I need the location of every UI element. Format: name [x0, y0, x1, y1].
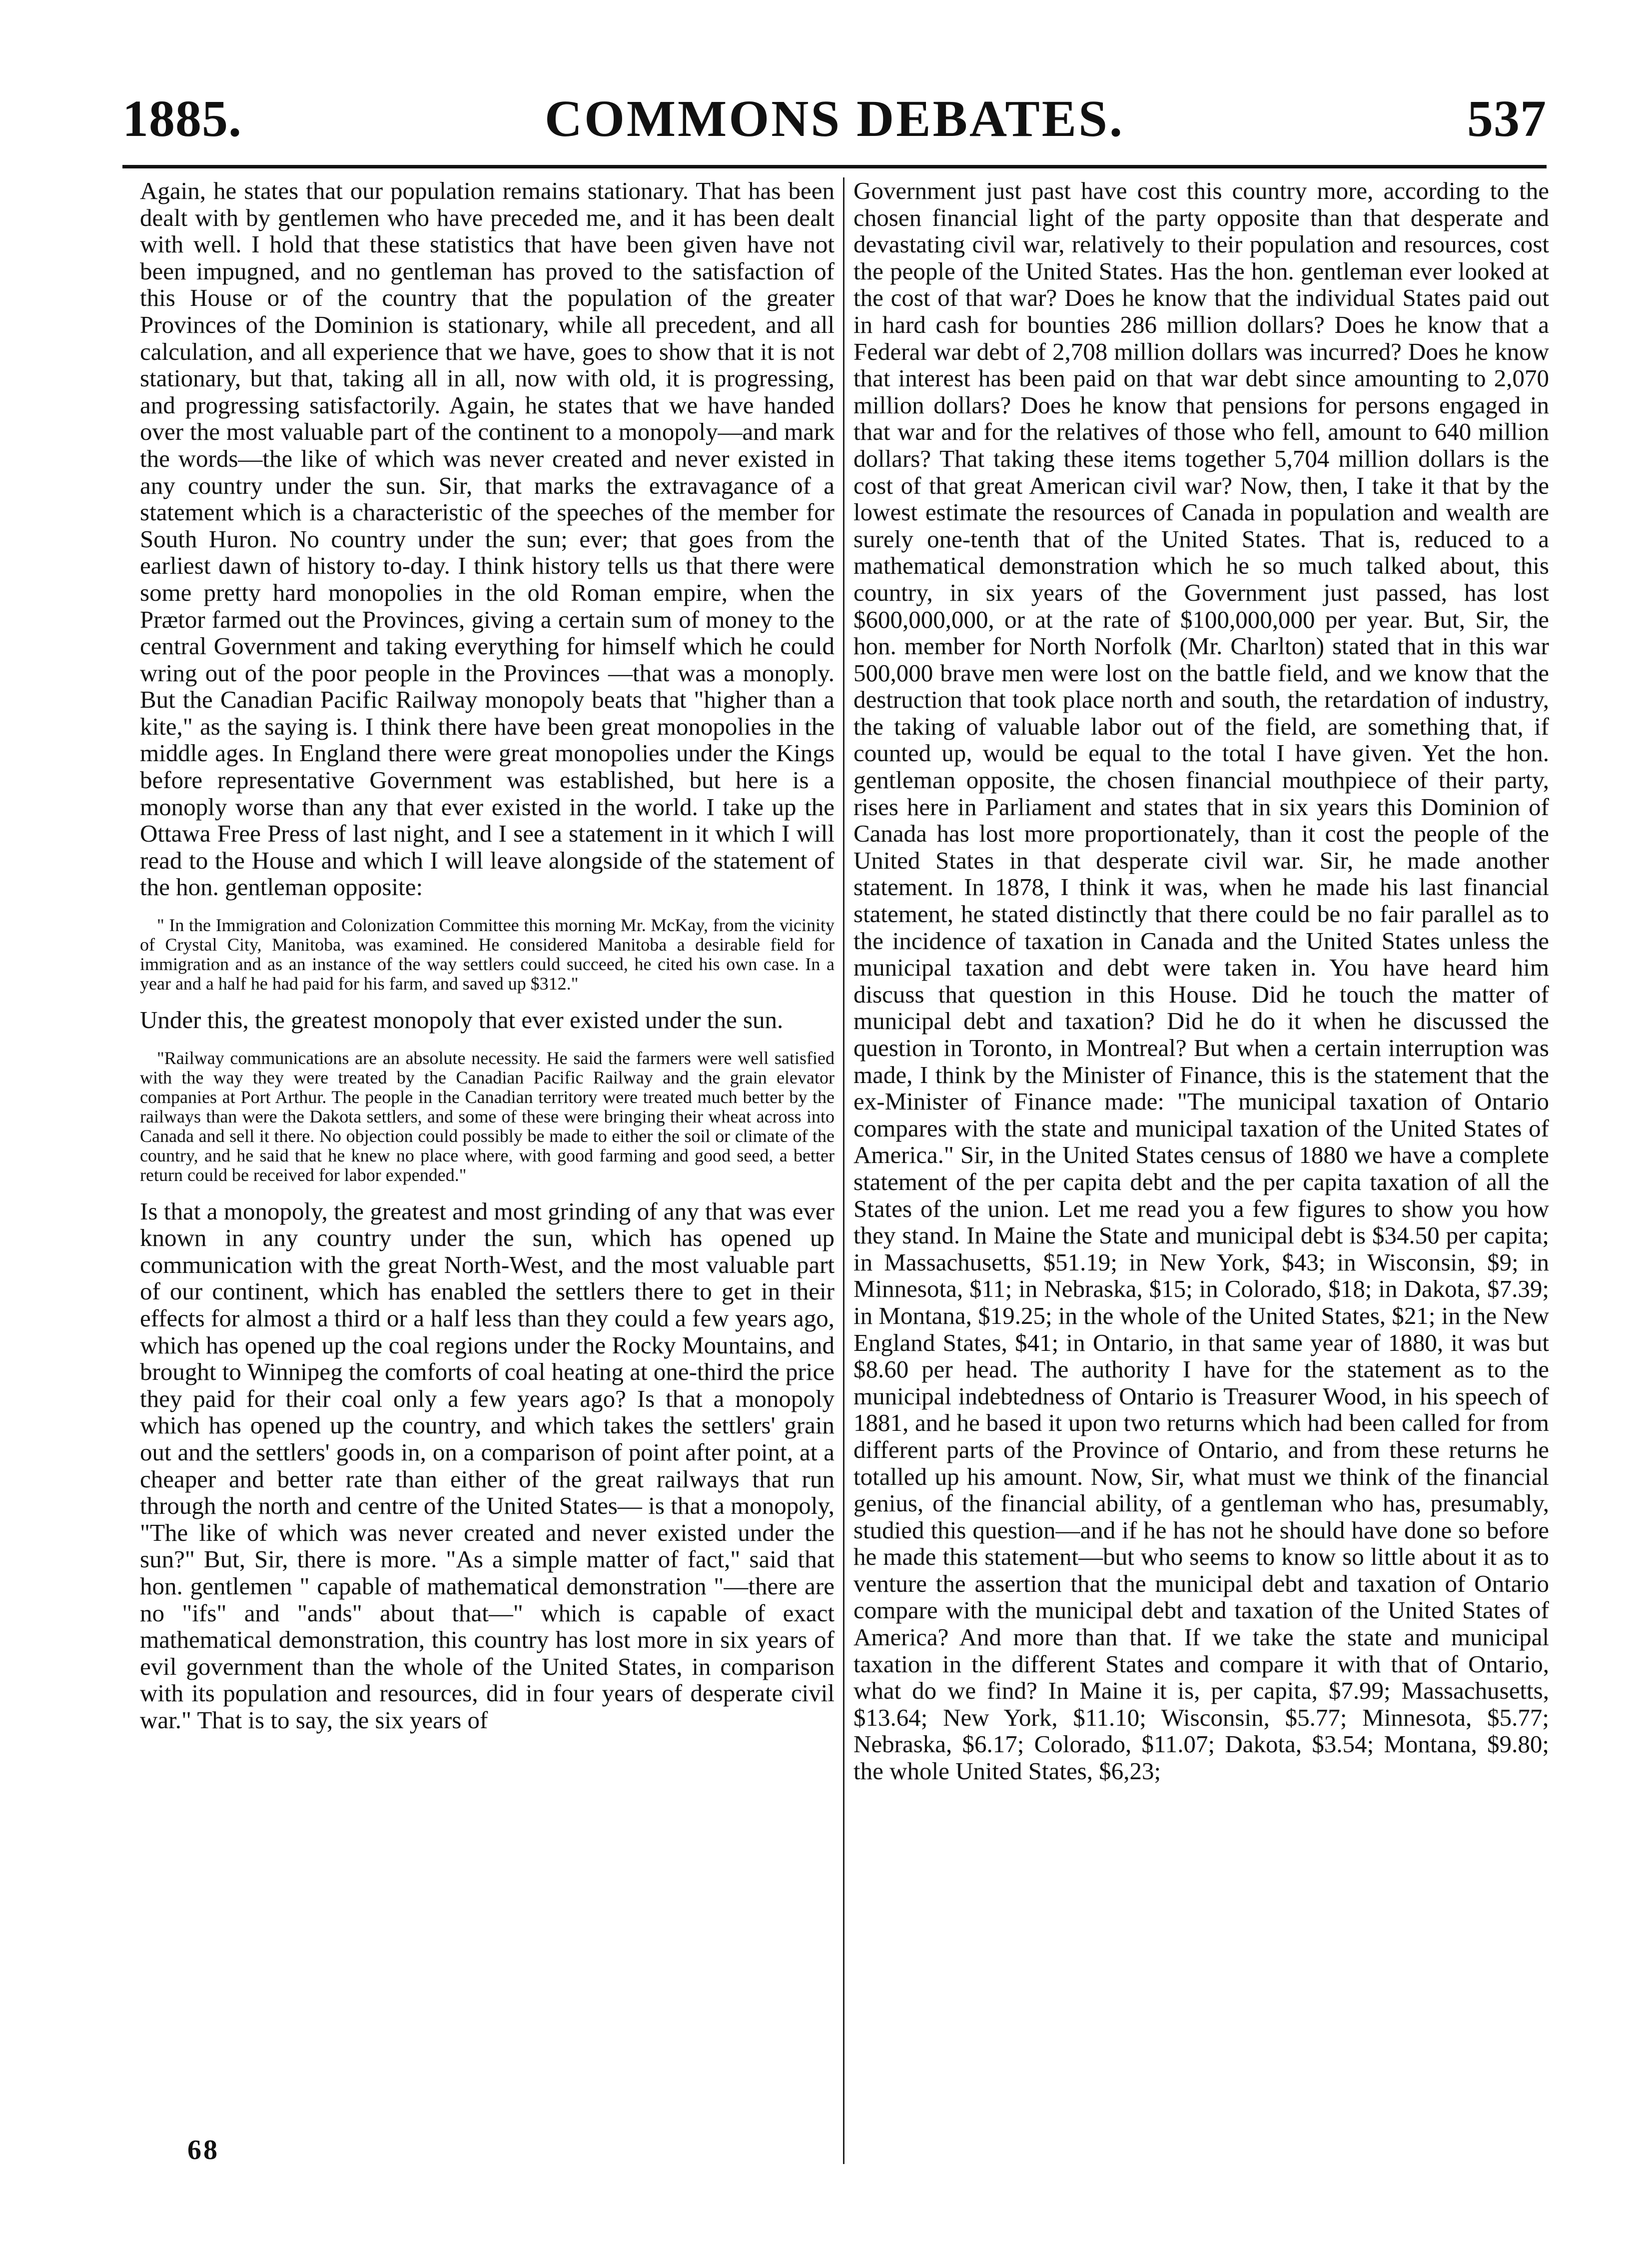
header-page-number: 537 — [1467, 90, 1547, 147]
left-paragraph-3: Is that a monopoly, the greatest and most grinding of any that was ever known in any country under the sun, which has opened up communication with the great North-West, and the most valuable part of our continent, which has enabled the settlers there to get in their effects for almost a third or a half less than they could a few years ago, which has opened up the coal regions under the Rocky Mountains, and brought to Winnipeg the comforts of coal heating at one-third the price they paid for their coal only a few years ago? Is that a monopoly which has opened up the country, and which takes the settlers' grain out and the settlers' goods in, on a comparison of point after point, at a cheaper and better rate than either of the great railways that run through the north and centre of the United States— is that a monopoly, "The like of which was never created and never existed under the sun?" But, Sir, there is more. "As a simple matter of fact," said that hon. gentlemen " capable of mathematical demonstration "—there are no "ifs" and "ands" about that—" which is capable of exact mathematical demonstration, this country has lost more in six years of evil government than the whole of the United States, in comparison with its population and resources, did in four years of desperate civil war." That is to say, the six years of — [140, 1197, 834, 1734]
header-title: COMMONS DEBATES. — [545, 90, 1124, 147]
left-paragraph-1: Again, he states that our population remains stationary. That has been dealt with by gentlemen who have preceded me, and it has been dealt with well. I hold that these statistics that have been given have not been impugned, and no gentleman has proved to the satisfaction of this House or of the country that the population of the greater Provinces of the Dominion is stationary, while all precedent, and all calculation, and all experience that we have, goes to show that it is not stationary, but that, taking all in all, now with old, it is progressing, and progressing satisfactorily. Again, he states that we have handed over the most valuable part of the continent to a monopoly—and mark the words—the like of which was never created and never existed in any country under the sun. Sir, that marks the extravagance of a statement which is a characteristic of the speeches of the member for South Huron. No country under the sun; ever; that goes from the earliest dawn of history to-day. I think history tells us that there were some pretty hard monopolies in the old Roman empire, when the Prætor farmed out the Provinces, giving a certain sum of money to the central Government and taking everything for himself which he could wring out of the poor people in the Provinces —that was a monoply. But the Canadian Pacific Railway monopoly beats that "higher than a kite," as the saying is. I think there have been great monopolies in the middle ages. In England there were great monopolies under the Kings before representative Government was established, but here is a monoply worse than any that ever existed in the world. I take up the Ottawa Free Press of last night, and I see a statement in it which I will read to the House and which I will leave alongside of the statement of the hon. gentleman opposite: — [140, 177, 834, 901]
page-header — [122, 84, 1547, 159]
column-divider — [843, 177, 844, 2164]
signature-mark: 68 — [187, 2135, 219, 2166]
right-column — [853, 177, 1549, 1785]
header-rule — [122, 165, 1547, 168]
left-column — [140, 177, 834, 1734]
header-year: 1885. — [122, 90, 242, 147]
left-quote-2: "Railway communications are an absolute necessity. He said the farmers were well satisfied with the way they were treated by the Canadian Pacific Railway and the grain elevator companies at Port Arthur. The people in the Canadian territory were treated much better by the railways than were the Dakota settlers, and some of these were bringing their wheat across into Canada and sell it there. No objection could possibly be made to either the soil or climate of the country, and he said that he knew no place where, with good farming and good seed, a better return could be received for labor expended." — [140, 1048, 834, 1185]
right-paragraph-1: Government just past have cost this country more, according to the chosen financial light of the party opposite than that desperate and devastating civil war, relatively to their population and resources, cost the people of the United States. Has the hon. gentleman ever looked at the cost of that war? Does he know that the individual States paid out in hard cash for bounties 286 million dollars? Does he know that a Federal war debt of 2,708 million dollars was incurred? Does he know that interest has been paid on that war debt since amounting to 2,070 million dollars? Does he know that pensions for persons engaged in that war and for the relatives of those who fell, amount to 640 million dollars? That taking these items together 5,704 million dollars is the cost of that great American civil war? Now, then, I take it that by the lowest estimate the resources of Canada in population and wealth are surely one-tenth that of the United States. That is, reduced to a mathematical demonstration which he so much talked about, this country, in six years of the Government just passed, has lost $600,000,000, or at the rate of $100,000,000 per year. But, Sir, the hon. member for North Norfolk (Mr. Charlton) stated that in this war 500,000 brave men were lost on the battle field, and we know that the destruction that took place north and south, the retardation of industry, the taking of valuable labor out of the field, are something that, if counted up, would be equal to the total I have given. Yet the hon. gentleman opposite, the chosen financial mouthpiece of their party, rises here in Parliament and states that in six years this Dominion of Canada has lost more proportionately, than it cost the people of the United States in that desperate civil war. Sir, he made another statement. In 1878, I think it was, when he made his last financial statement, he stated distinctly that there could be no fair parallel as to the incidence of taxation in Canada and the United States unless the municipal taxation and debt were taken in. You have heard him discuss that question in this House. Did he touch the matter of municipal debt and taxation? Did he do it when he discussed the question in Toronto, in Montreal? But when a certain interruption was made, I think by the Minister of Finance, this is the statement that the ex-Minister of Finance made: "The municipal taxation of Ontario compares with the state and municipal taxation of the United States of America." Sir, in the United States census of 1880 we have a complete statement of the per capita debt and the per capita taxation of all the States of the union. Let me read you a few figures to show you how they stand. In Maine the State and municipal debt is $34.50 per capita; in Massachusetts, $51.19; in New York, $43; in Wisconsin, $9; in Minnesota, $11; in Nebraska, $15; in Colorado, $18; in Dakota, $7.39; in Montana, $19.25; in the whole of the United States, $21; in the New England States, $41; in Ontario, in that same year of 1880, it was but $8.60 per head. The authority I have for the statement as to the municipal indebtedness of Ontario is Treasurer Wood, in his speech of 1881, and he based it upon two returns which had been called for from different parts of the Province of Ontario, and from these returns he totalled up his amount. Now, Sir, what must we think of the financial genius, of the financial ability, of a gentleman who has, presumably, studied this question—and if he has not he should have done so before he made this statement—but who seems to know so little about it as to venture the assertion that the municipal debt and taxation of Ontario compare with the municipal debt and taxation of the United States of America? And more than that. If we take the state and municipal taxation in the different States and compare it with that of Ontario, what do we find? In Maine it is, per capita, $7.99; Massachusetts, $13.64; New York, $11.10; Wisconsin, $5.77; Minnesota, $5.77; Nebraska, $6.17; Colorado, $11.07; Dakota, $3.54; Montana, $9.80; the whole United States, $6,23; — [853, 177, 1549, 1785]
left-paragraph-2: Under this, the greatest monopoly that ever existed under the sun. — [140, 1006, 784, 1034]
left-quote-1: " In the Immigration and Colonization Committee this morning Mr. McKay, from the vicinity of Crystal City, Manitoba, was examined. He considered Manitoba a desirable field for immigration and as an instance of the way settlers could succeed, he cited his own case. In a year and a half he had paid for his farm, and saved up $312." — [140, 915, 834, 994]
